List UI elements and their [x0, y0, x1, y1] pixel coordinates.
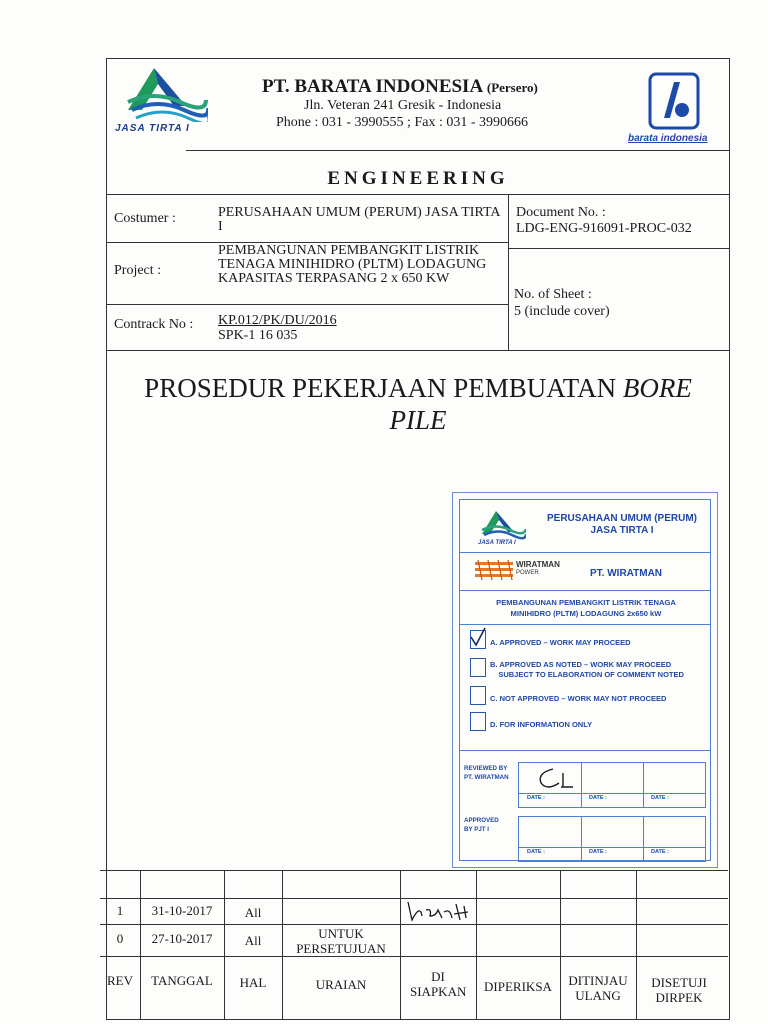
contract-value: KP.012/PK/DU/2016	[218, 313, 337, 328]
project-label: Project :	[114, 263, 162, 278]
date-label: DATE :	[589, 795, 607, 801]
stamp-owner-logo-text: JASA TIRTA I	[478, 540, 516, 546]
approved-label: APPROVED BY PJT I	[464, 817, 499, 833]
stamp-inner	[459, 499, 711, 861]
customer-label: Costumer :	[114, 211, 176, 226]
info-top-line	[106, 194, 730, 195]
barata-logo-text: barata indonesia	[628, 133, 708, 144]
spk-value: SPK-1 16 035	[218, 328, 298, 343]
contract-label: Contrack No :	[114, 317, 194, 332]
stamp-project: PEMBANGUNAN PEMBANGKIT LISTRIK TENAGA MINIHIDRO (PLTM) LODAGUNG 2x650 kW	[496, 598, 676, 618]
wiratman-logo-icon	[474, 560, 514, 580]
uraian-cell: UNTUK PERSETUJUAN	[296, 926, 386, 956]
customer-value: PERUSAHAAN UMUM (PERUM) JASA TIRTA I	[218, 205, 500, 234]
sheet-value: 5 (include cover)	[514, 304, 610, 319]
jasa-tirta-logo	[124, 66, 208, 122]
header-rev: REV	[107, 973, 133, 988]
hal-cell: All	[244, 905, 262, 920]
option-d: D. FOR INFORMATION ONLY	[490, 720, 593, 729]
checkbox-approved[interactable]	[470, 630, 486, 649]
header-disetuji: DISETUJI DIRPEK	[651, 975, 707, 1005]
header-hal: HAL	[239, 975, 267, 990]
option-b: B. APPROVED AS NOTED – WORK MAY PROCEED SUBJECT TO ELABORATION OF COMMENT NOTED	[490, 660, 684, 679]
tanggal-cell: 31-10-2017	[151, 903, 213, 918]
sheet-label: No. of Sheet :	[514, 287, 592, 302]
tanggal-cell: 27-10-2017	[151, 931, 213, 946]
reviewed-label: REVIEWED BY PT. WIRATMAN	[464, 765, 509, 781]
hal-cell: All	[244, 933, 262, 948]
header-tanggal: TANGGAL	[151, 973, 213, 988]
preparer-signature	[402, 896, 478, 926]
option-a: A. APPROVED – WORK MAY PROCEED	[490, 638, 631, 647]
header-disiapkan: DI SIAPKAN	[410, 969, 467, 999]
checkbox-approved-as-noted[interactable]	[470, 658, 486, 677]
info-bottom-line	[106, 350, 730, 351]
company-address: Jln. Veteran 241 Gresik - Indonesia	[304, 98, 502, 113]
header-uraian: URAIAN	[315, 977, 367, 992]
checkbox-information[interactable]	[470, 712, 486, 731]
info-divider	[508, 194, 509, 350]
rev-cell: 0	[116, 931, 124, 946]
date-label: DATE :	[589, 849, 607, 855]
header-diperiksa: DIPERIKSA	[484, 979, 552, 994]
document-label: Document No. :	[516, 205, 606, 220]
company-phone: Phone : 031 - 3990555 ; Fax : 031 - 3990666	[276, 115, 528, 130]
check-mark-icon	[469, 627, 487, 647]
info-line-3	[106, 304, 508, 305]
date-label: DATE :	[527, 795, 545, 801]
info-line-2b	[508, 248, 730, 249]
approved-signature-boxes	[518, 816, 706, 862]
document-value: LDG-ENG-916091-PROC-032	[516, 221, 692, 236]
header-ditinjau: DITINJAU ULANG	[568, 973, 628, 1003]
header-divider	[186, 150, 730, 151]
barata-logo	[648, 72, 700, 132]
stamp-owner: PERUSAHAAN UMUM (PERUM) JASA TIRTA I	[547, 513, 697, 536]
rev-cell: 1	[116, 903, 124, 918]
date-label: DATE :	[527, 849, 545, 855]
stamp-owner-logo	[480, 510, 526, 540]
reviewed-signature-boxes	[518, 762, 706, 808]
stamp-contractor: PT. WIRATMAN	[590, 568, 663, 579]
approval-stamp	[452, 492, 718, 868]
section-title: ENGINEERING	[327, 168, 509, 189]
jasa-tirta-logo-text: JASA TIRTA I	[115, 123, 190, 134]
date-label: DATE :	[651, 795, 669, 801]
date-label: DATE :	[651, 849, 669, 855]
wiratman-logo-subtext: POWER	[516, 570, 539, 576]
company-name: PT. BARATA INDONESIA (Persero)	[262, 76, 538, 97]
project-value: PEMBANGUNAN PEMBANGKIT LISTRIK TENAGA MINIHIDRO (PLTM) LODAGUNG KAPASITAS TERPASANG 2 x 650 KW	[218, 243, 487, 286]
checkbox-not-approved[interactable]	[470, 686, 486, 705]
document-title: PROSEDUR PEKERJAAN PEMBUATAN BORE PILE	[144, 373, 692, 435]
option-c: C. NOT APPROVED – WORK MAY NOT PROCEED	[490, 694, 667, 703]
wiratman-logo-text: WIRATMAN	[516, 560, 560, 569]
reviewer-signature	[533, 765, 583, 793]
